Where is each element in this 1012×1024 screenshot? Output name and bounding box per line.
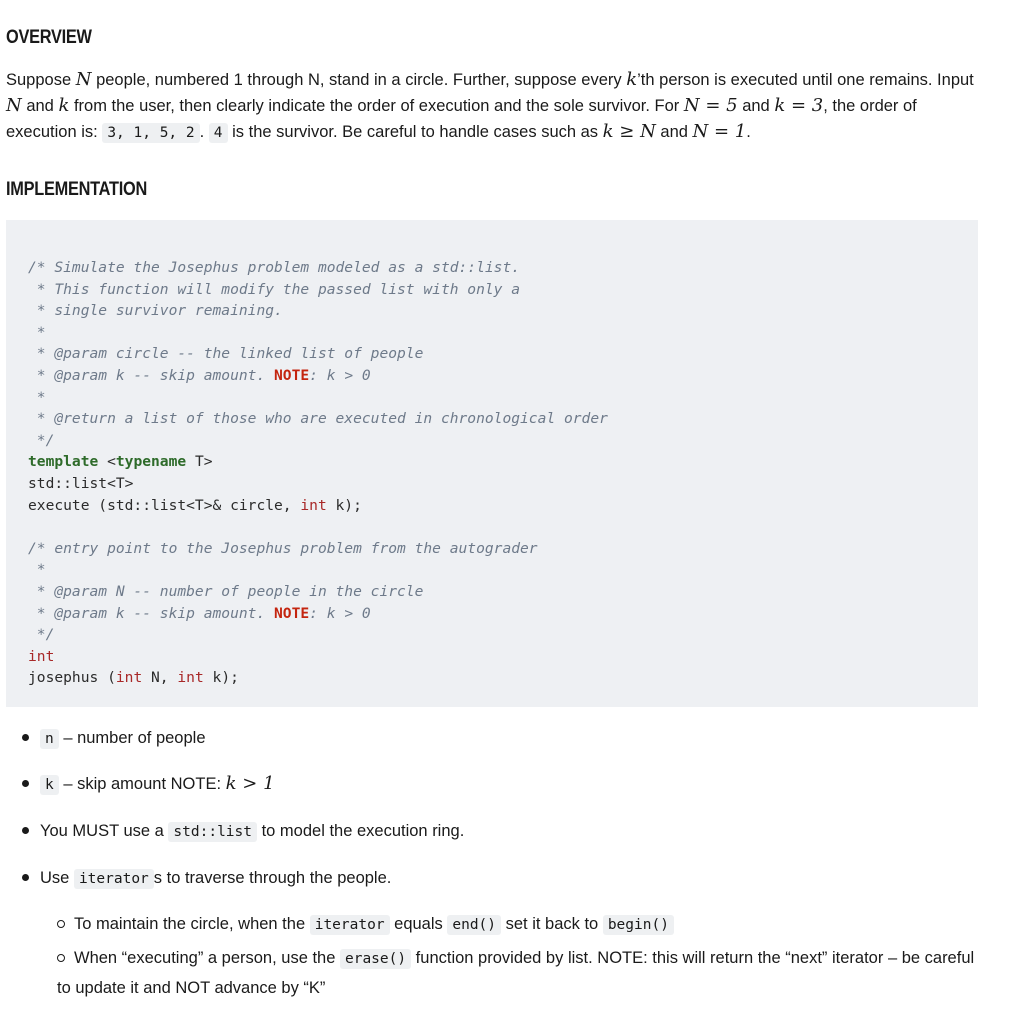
circle-bullet-icon [57,920,65,928]
code-listing: /* Simulate the Josephus problem modeled as a std::list. * This function will modify the passed list with only a * single survivor remaining. * * @param circle -- the linked list of people * @param k -- skip amount. NOTE: k > 0 * * @return a list of those who are executed in chronological order */ template <typename T> std::list<T> execute (std::list<T>& circle, int k); /* entry point to the Josephus problem from the autograder * * @param N -- number of people in the circle * @param k -- skip amount. NOTE: k > 0 */ int josephus (int N, int k); [28,259,608,687]
bullet-icon [22,827,29,834]
code-block [6,220,978,707]
list-item: Use iterator s to traverse through the people. [22,865,391,892]
survivor-code: 4 [209,123,228,143]
sub-list-item: When “executing” a person, use the erase() function provided by list. NOTE: this will return the “next” iterator – be careful to update it and NOT advance by “K” [57,949,975,997]
list-item: k – skip amount NOTE: k > 1 [22,771,275,798]
bullet-icon [22,734,29,741]
implementation-heading: IMPLEMENTATION [6,179,148,200]
sub-list-item: To maintain the circle, when the iterator equals end() set it back to begin() [57,910,987,940]
execution-order-code: 3, 1, 5, 2 [102,123,199,143]
circle-bullet-icon [57,954,65,962]
overview-paragraph: Suppose N people, numbered 1 through N, stand in a circle. Further, suppose every k’th person is executed until one remains. Input N and k from the user, then clearly indicate the order of execution and the sole survivor. For N = 5 and k = 3, the order of execution is: 3, 1, 5, 2 . 4 is the survivor. Be careful to handle cases such as k ≥ N and N = 1. [6,69,974,142]
overview-heading: OVERVIEW [6,27,92,48]
bullet-icon [22,874,29,881]
list-item: n – number of people [22,725,206,752]
list-item: You MUST use a std::list to model the execution ring. [22,818,464,845]
bullet-icon [22,780,29,787]
